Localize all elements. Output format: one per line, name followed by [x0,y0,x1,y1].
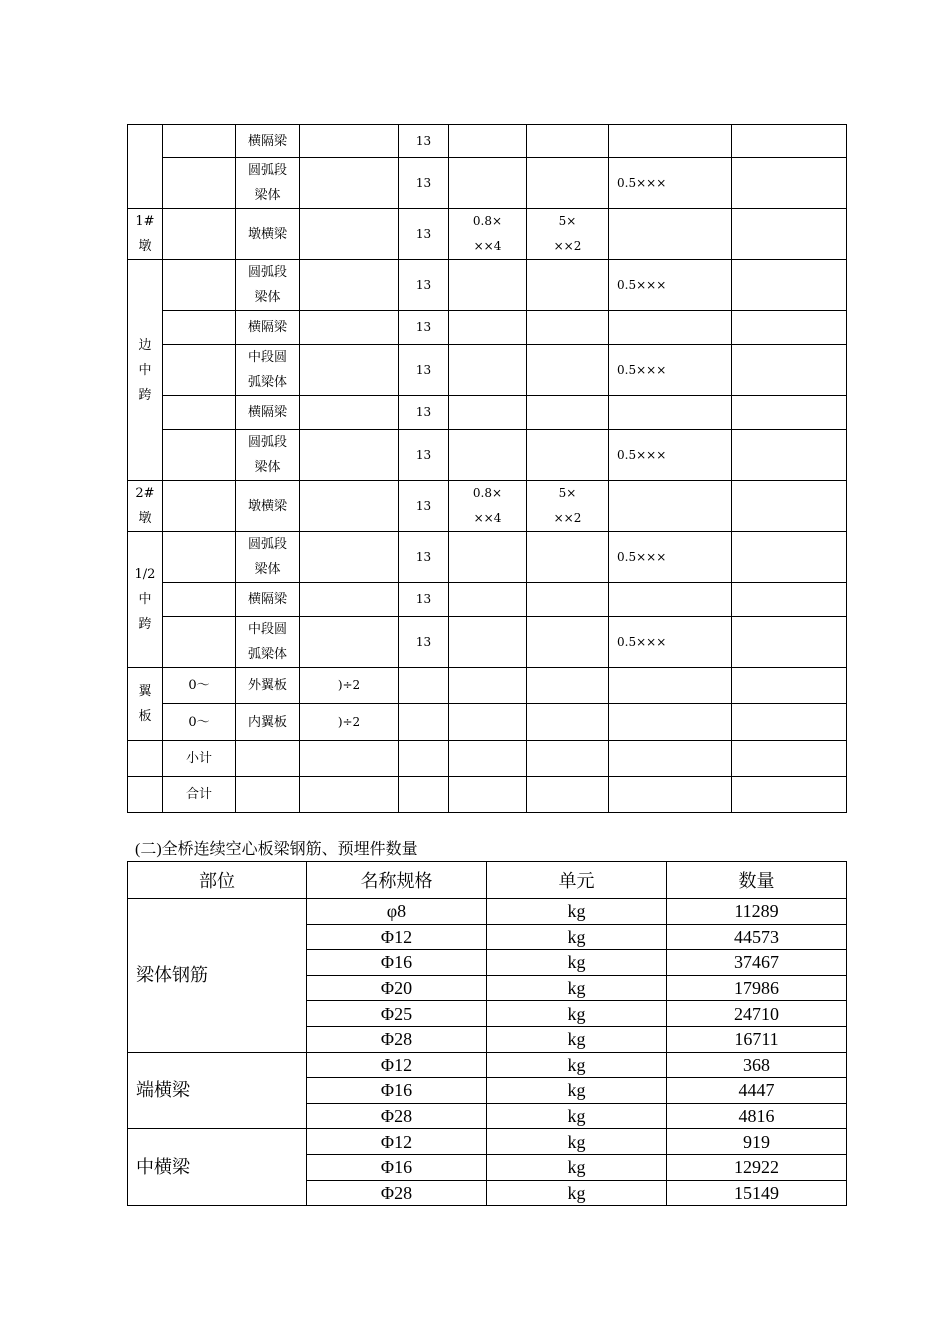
part-cell: 1/2 中 跨 [128,532,163,668]
unit-cell: kg [487,1078,667,1104]
table-row [128,209,847,260]
cell [609,311,732,345]
count-cell: 13 [399,209,449,260]
cell [300,125,399,158]
cell [449,125,527,158]
cell [449,430,527,481]
cell [300,777,399,813]
cell [732,260,847,311]
cell [236,741,300,777]
rebar-quantity-table [127,861,847,1206]
qty-cell: 16711 [667,1026,847,1052]
cell [300,260,399,311]
cell [300,532,399,583]
cell [527,125,609,158]
cell [609,583,732,617]
item-name-cell: 中段圆 弧梁体 [236,345,300,396]
cell [527,777,609,813]
spec-cell: Φ25 [307,1001,487,1027]
item-name-cell: 横隔梁 [236,396,300,430]
cell [163,260,236,311]
cell [300,345,399,396]
qty-cell: 919 [667,1129,847,1155]
cell [449,158,527,209]
cell [732,311,847,345]
count-cell: 13 [399,260,449,311]
count-cell: 13 [399,583,449,617]
count-cell [399,668,449,704]
cell [527,741,609,777]
item-name-cell: 中段圆 弧梁体 [236,617,300,668]
unit-cell: kg [487,924,667,950]
part-cell: 1# 墩 [128,209,163,260]
unit-cell: kg [487,975,667,1001]
cell [163,209,236,260]
cell [300,583,399,617]
cell [609,125,732,158]
qty-cell: 4447 [667,1078,847,1104]
table-row [128,311,847,345]
cell [732,704,847,741]
qty-cell: 17986 [667,975,847,1001]
count-cell: 13 [399,617,449,668]
cell: 0～ [163,704,236,741]
unit-cell: kg [487,1103,667,1129]
cell [449,532,527,583]
table-row [128,430,847,481]
cell: 5× ××2 [527,481,609,532]
cell [732,209,847,260]
cell [449,396,527,430]
item-name-cell: 横隔梁 [236,125,300,158]
table-row [128,617,847,668]
part-cell [128,125,163,209]
cell [449,741,527,777]
cell [732,741,847,777]
cell [163,617,236,668]
count-cell: 13 [399,532,449,583]
cell [449,311,527,345]
quantity-table-1 [127,124,847,813]
table-row [128,396,847,430]
cell [527,260,609,311]
part-cell: 边 中 跨 [128,260,163,481]
cell [527,668,609,704]
cell [527,311,609,345]
header-part: 部位 [128,862,307,899]
table-row [128,777,847,813]
header-unit: 单元 [487,862,667,899]
spec-cell: Φ20 [307,975,487,1001]
unit-cell: kg [487,1154,667,1180]
unit-cell: kg [487,1052,667,1078]
cell: )÷2 [300,704,399,741]
spec-cell: Φ16 [307,950,487,976]
cell [527,704,609,741]
cell [449,260,527,311]
item-name-cell: 圆弧段 梁体 [236,260,300,311]
cell [527,430,609,481]
spec-cell: Φ12 [307,1052,487,1078]
cell [609,741,732,777]
qty-cell: 37467 [667,950,847,976]
spec-cell: Φ28 [307,1180,487,1206]
table-row [128,158,847,209]
qty-cell: 15149 [667,1180,847,1206]
spec-cell: Φ12 [307,1129,487,1155]
table-row [128,125,847,158]
cell: 0.8× ××4 [449,481,527,532]
spec-cell: Φ28 [307,1026,487,1052]
table-row [128,345,847,396]
cell [449,345,527,396]
qty-cell: 368 [667,1052,847,1078]
header-spec: 名称规格 [307,862,487,899]
cell [527,396,609,430]
cell: 0.5××× [609,345,732,396]
qty-cell: 44573 [667,924,847,950]
cell [163,583,236,617]
qty-cell: 11289 [667,899,847,925]
cell [236,777,300,813]
unit-cell: kg [487,950,667,976]
cell: 0.5××× [609,158,732,209]
cell [609,209,732,260]
cell: 0.5××× [609,532,732,583]
item-name-cell: 墩横梁 [236,481,300,532]
cell [609,396,732,430]
cell [527,532,609,583]
cell [732,158,847,209]
cell [527,583,609,617]
spec-cell: φ8 [307,899,487,925]
cell [732,481,847,532]
part-cell: 梁体钢筋 [128,899,307,1053]
cell: )÷2 [300,668,399,704]
table-header-row [128,862,847,899]
cell [163,532,236,583]
cell [732,430,847,481]
item-name-cell: 内翼板 [236,704,300,741]
cell [163,311,236,345]
cell: 0.8× ××4 [449,209,527,260]
cell: 0.5××× [609,430,732,481]
part-cell [128,741,163,777]
count-cell: 13 [399,481,449,532]
table-row [128,899,847,925]
table-row [128,1129,847,1155]
cell [449,583,527,617]
cell [732,125,847,158]
cell [163,396,236,430]
unit-cell: kg [487,1129,667,1155]
cell [527,617,609,668]
cell [163,430,236,481]
cell [732,345,847,396]
count-cell [399,704,449,741]
subtotal-label: 小计 [163,741,236,777]
cell: 0.5××× [609,260,732,311]
table-row [128,704,847,741]
qty-cell: 12922 [667,1154,847,1180]
cell [732,532,847,583]
cell [609,668,732,704]
item-name-cell: 圆弧段 梁体 [236,158,300,209]
cell [732,668,847,704]
cell [732,396,847,430]
cell [300,430,399,481]
cell [300,481,399,532]
count-cell: 13 [399,345,449,396]
cell [609,704,732,741]
spec-cell: Φ16 [307,1078,487,1104]
cell [300,209,399,260]
cell [449,668,527,704]
item-name-cell: 横隔梁 [236,311,300,345]
table-row [128,583,847,617]
cell [300,311,399,345]
cell [527,158,609,209]
spec-cell: Φ16 [307,1154,487,1180]
part-cell: 中横梁 [128,1129,307,1206]
cell [163,345,236,396]
part-cell: 翼 板 [128,668,163,741]
cell [399,777,449,813]
count-cell: 13 [399,430,449,481]
item-name-cell: 圆弧段 梁体 [236,532,300,583]
cell [732,777,847,813]
table-row [128,741,847,777]
cell [300,396,399,430]
cell [609,777,732,813]
spec-cell: Φ12 [307,924,487,950]
item-name-cell: 圆弧段 梁体 [236,430,300,481]
unit-cell: kg [487,899,667,925]
table-row [128,1052,847,1078]
part-cell: 端横梁 [128,1052,307,1129]
cell [163,481,236,532]
cell [300,158,399,209]
cell [300,741,399,777]
count-cell: 13 [399,158,449,209]
cell: 0～ [163,668,236,704]
header-quantity: 数量 [667,862,847,899]
table-row [128,481,847,532]
part-cell: 2# 墩 [128,481,163,532]
table-caption: (二)全桥连续空心板梁钢筋、预埋件数量 [135,841,418,858]
unit-cell: kg [487,1180,667,1206]
cell [300,617,399,668]
unit-cell: kg [487,1026,667,1052]
total-label: 合计 [163,777,236,813]
cell: 0.5××× [609,617,732,668]
qty-cell: 24710 [667,1001,847,1027]
cell [163,125,236,158]
qty-cell: 4816 [667,1103,847,1129]
unit-cell: kg [487,1001,667,1027]
cell [609,481,732,532]
count-cell: 13 [399,396,449,430]
cell [732,583,847,617]
table-row [128,532,847,583]
cell: 5× ××2 [527,209,609,260]
count-cell: 13 [399,311,449,345]
count-cell: 13 [399,125,449,158]
item-name-cell: 外翼板 [236,668,300,704]
cell [449,777,527,813]
cell [732,617,847,668]
cell [527,345,609,396]
spec-cell: Φ28 [307,1103,487,1129]
item-name-cell: 横隔梁 [236,583,300,617]
cell [399,741,449,777]
part-cell [128,777,163,813]
cell [163,158,236,209]
table-row [128,260,847,311]
cell [449,617,527,668]
cell [449,704,527,741]
table-row [128,668,847,704]
item-name-cell: 墩横梁 [236,209,300,260]
